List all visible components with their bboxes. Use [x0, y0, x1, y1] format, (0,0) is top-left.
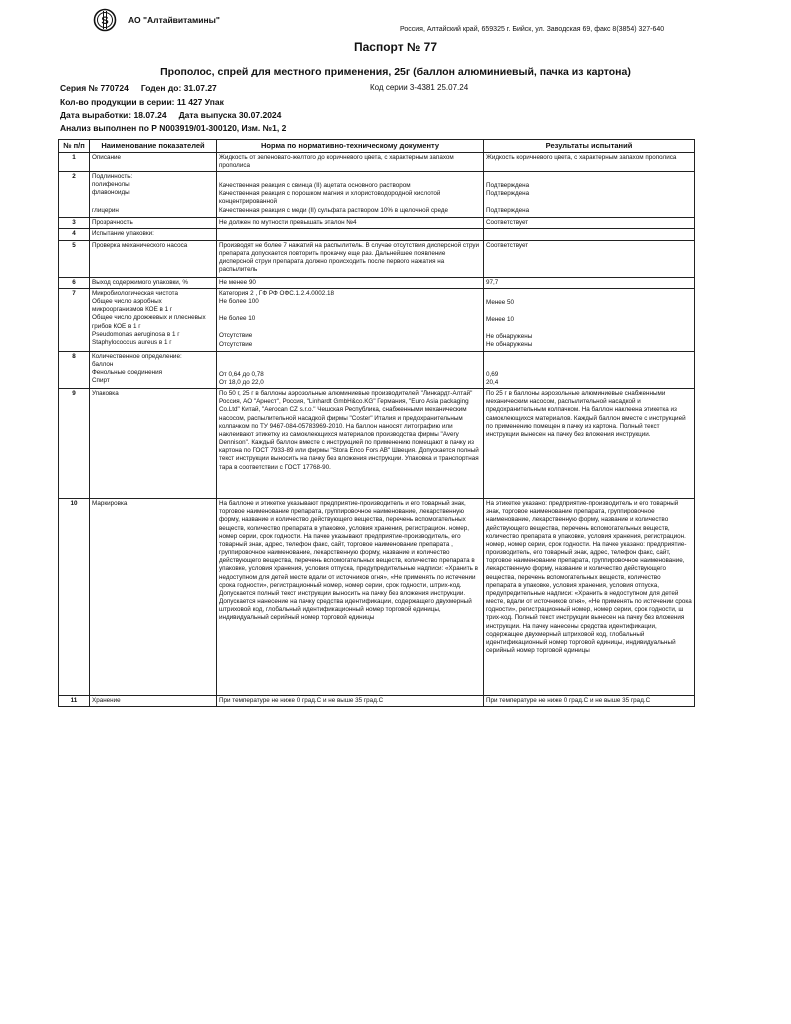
cell-line: Маркировка: [92, 499, 128, 507]
cell-line: [486, 362, 692, 371]
cell-line: Выход содержимого упаковки, %: [92, 278, 188, 286]
table-row: [59, 152, 695, 171]
page-title: Паспорт № 77: [354, 40, 437, 54]
valid-until: Годен до: 31.07.27: [140, 83, 217, 93]
row-number: 2: [59, 172, 90, 218]
cell-line: Качественная реакция с порошком магния и хлористоводородной кислотой концентрированной: [219, 190, 441, 206]
cell-line: Общее число аэробных микроорганизмов КОЕ в 1 г: [92, 298, 173, 314]
company-logo-icon: [93, 8, 117, 32]
cell-line: Хранение: [92, 696, 121, 704]
cell-line: По 25 г в баллоны аэрозольные алюминиевые снабженными механическим насосом, распылительной насадкой и предохранительным колпачком. На баллон наклеена этикетка из самоклеющихся материалов. Каждый баллон вместе с инструкцией по применению помещен в пачку из картона. Полный текст инструкции вынесен на пачку без вложения инструкции.: [486, 389, 686, 438]
cell-norm: [217, 152, 484, 171]
series-number: Серия № 770724: [60, 83, 129, 93]
cell-result: [484, 240, 695, 277]
cell-line: [486, 290, 692, 299]
cell-line: От 0,64 до 0,78: [219, 370, 264, 378]
cell-norm: [217, 388, 484, 498]
table-row: [59, 277, 695, 288]
cell-result: [484, 388, 695, 498]
table-row: [59, 217, 695, 228]
cell-line: глицерин: [92, 206, 119, 214]
header-num: № п/п: [59, 140, 90, 153]
table-row: [59, 172, 695, 218]
cell-line: [486, 173, 692, 182]
cell-line: Описание: [92, 153, 121, 161]
cell-name: [90, 277, 217, 288]
cell-line: [219, 323, 481, 332]
table-header-row: [59, 140, 695, 153]
row-number: 3: [59, 217, 90, 228]
cell-line: Подтверждена: [486, 190, 530, 198]
header-result: Результаты испытаний: [484, 140, 695, 153]
series-line: [60, 83, 217, 93]
cell-line: Отсутствие: [219, 332, 253, 340]
cell-line: Подтверждена: [486, 182, 530, 190]
cell-line: Подтверждена: [486, 207, 530, 215]
cell-line: На этикетке указано: предприятие-производитель и его товарный знак, торговое наименование препарата, группировочное наименование, лекарственную форму, название и количество действующего вещества, перечень вспомогательных веществ, количество препарата в упаковке, условия хранения, регистрацион. номер, номер серии, срок годности. На пачке указано: предприятие-производитель, его товарный знак, адрес, телефон факс, сайт, торговое наименование препарата, группировочное наименование, лекарственную форму, название и количество действующего вещества, перечень вспомогательных веществ, количество препарата в упаковке, условия хранения, условия отпуска, предупредительные надписи: «Хранить в недоступном для детей месте, вдали от источников огня», «Не применять по истечении срока годности», регистрационный номер, номер серии, срок годности, ш трих-код. Полный текст инструкции вынесен на пачку без вложения инструкции. На пачку нанесены средства идентификации, содержащее двухмерный штриховой код, глобальный идентификационный номер торговой единицы, индивидуальный серийный номер торговой единицы: [486, 499, 692, 655]
cell-line: Не обнаружены: [486, 333, 533, 341]
row-number: 1: [59, 152, 90, 171]
cell-name: [90, 172, 217, 218]
production-date: Дата выработки: 18.07.24: [60, 110, 167, 120]
header-norm: Норма по нормативно-техническому документу: [217, 140, 484, 153]
cell-line: Жидкость коричневого цвета, с характерным запахом прополиса: [486, 153, 677, 161]
cell-name: [90, 217, 217, 228]
cell-name: [90, 498, 217, 695]
cell-line: [219, 230, 481, 239]
cell-line: Соответствует: [486, 241, 529, 249]
series-code: Код серии 3-4381 25.07.24: [370, 83, 469, 92]
cell-name: [90, 152, 217, 171]
cell-line: При температуре не ниже 0 град.С и не выше 35 град.С: [486, 696, 651, 704]
cell-line: Качественная реакция с меди (II) сульфата раствором 10% в щелочной среде: [219, 206, 449, 214]
cell-result: [484, 277, 695, 288]
row-number: 6: [59, 277, 90, 288]
cell-line: 20,4: [486, 378, 499, 386]
cell-line: Соответствует: [486, 218, 529, 226]
cell-result: [484, 351, 695, 388]
cell-line: Менее 50: [486, 298, 515, 306]
cell-norm: [217, 695, 484, 706]
cell-line: Жидкость от зеленовато-желтого до коричневого цвета, с характерным запахом прополиса: [219, 153, 454, 169]
table-row: [59, 388, 695, 498]
cell-name: [90, 388, 217, 498]
cell-line: Менее 10: [486, 316, 515, 324]
row-number: 10: [59, 498, 90, 695]
cell-line: Категория 2 , ГФ РФ ОФС.1.2.4.0002.18: [219, 289, 335, 297]
product-name: Прополос, спрей для местного применения, 25г (баллон алюминиевый, пачка из картона): [160, 66, 631, 78]
table-row: [59, 351, 695, 388]
row-number: 9: [59, 388, 90, 498]
cell-line: Количественное определение:: [92, 352, 182, 360]
cell-line: Отсутствие: [219, 340, 253, 348]
company-address: Россия, Алтайский край, 659325 г. Бийск, ул. Заводская 69, факс 8(3854) 327-640: [400, 26, 665, 33]
cell-norm: [217, 498, 484, 695]
cell-line: Общее число дрожжевых и плесневых грибов КОЕ в 1 г: [92, 314, 206, 330]
cell-norm: [217, 228, 484, 240]
cell-line: Не должен по мутности превышать эталон №4: [219, 218, 357, 226]
row-number: 11: [59, 695, 90, 706]
row-number: 5: [59, 240, 90, 277]
cell-norm: [217, 217, 484, 228]
quantity: Кол-во продукции в серии: 11 427 Упак: [60, 97, 224, 107]
cell-line: [486, 230, 692, 239]
cell-line: баллон: [92, 360, 114, 368]
cell-line: [486, 307, 692, 316]
row-number: 7: [59, 288, 90, 351]
cell-norm: [217, 351, 484, 388]
table-row: [59, 695, 695, 706]
cell-line: На баллоне и этикетке указывают предприятие-производитель и его товарный знак, торговое наименование препарата, группировочное наименование, лекарственную форму, название и количество действующего вещества, перечень вспомогательных веществ, количество препарата в упаковке, условия хранения, регистрацион. номер, номер серии, срок годности. На пачке указывают предприятие-производитель, его товарный знак, адрес, телефон факс, сайт, торговое наименование препарата , группировочное наименование, лекарственную форму, название и количество действующего вещества, перечень вспомогательных веществ, количество препарата в упаковке, условия хранения, условия отпуска, предупредительные надписи: «Хранить в недоступном для детей месте вдали от источников огня», «Не применять по истечении срока годности», регистрационный номер, номер серии, срок годности, штрих-код. Допускается полный текст инструкции выносить на пачку без вложения инструкции. Допускается нанесение на пачку средства идентификации, содержащего двухмерный штриховой код, глобальный идентификационный номер торговой единицы, индивидуальный серийный номер торговой единицы: [219, 499, 478, 622]
cell-line: Не обнаружены: [486, 341, 533, 349]
cell-line: 0,69: [486, 370, 499, 378]
cell-line: Pseudomonas aeruginosa в 1 г: [92, 330, 180, 338]
cell-result: [484, 152, 695, 171]
cell-norm: [217, 288, 484, 351]
cell-name: [90, 288, 217, 351]
cell-line: Микробиологическая чистота: [92, 289, 178, 297]
cell-line: Качественная реакция с свинца (II) ацетата основного раствором: [219, 182, 411, 190]
release-date: Дата выпуска 30.07.2024: [178, 110, 282, 120]
cell-name: [90, 228, 217, 240]
cell-line: Испытание упаковки:: [92, 229, 154, 237]
table-row: [59, 228, 695, 240]
cell-result: [484, 228, 695, 240]
cell-line: [486, 324, 692, 333]
cell-norm: [217, 172, 484, 218]
table-row: [59, 288, 695, 351]
cell-result: [484, 288, 695, 351]
cell-line: [486, 353, 692, 362]
analysis-reference: Анализ выполнен по Р N003919/01-300120, Изм. №1, 2: [60, 123, 287, 133]
cell-line: полифенолы: [92, 181, 130, 189]
table-body: [59, 152, 695, 706]
cell-line: От 18,0 до 22,0: [219, 378, 264, 386]
table-row: [59, 498, 695, 695]
cell-line: Прозрачность: [92, 218, 133, 226]
cell-line: Не менее 90: [219, 278, 256, 286]
cell-line: По 50 г, 25 г в баллоны аэрозольные алюминиевые производителей "Линкардт-Алтай" Россия, АО "Арнест", Россия, "Linhardt GmbH&co.KG" Германия, "Euro Asia packaging Co.Ltd" Китай, "Aerocan CZ s.r.o." Чешская Республика, снабженными механическим насосом, распылительной насадкой фирмы "Coster" Италия и предохранительным колпачком по ТУ 9467-084-05783969-2010. На баллон наносят литографию или наклеивают этикетку из самоклеющихся материалов производства фирмы "Avery Dennison". Каждый баллон вместе с инструкцией по применению помещают в пачку из картона по ГОСТ 7933-89 или фирмы "Stora Enco Fors AB" Швеция. Допускается полный текст инструкции выносить на пачку без вложения инструкции. Упаковка и транспортная тара в соответствии с ГОСТ 17768-90.: [219, 389, 479, 471]
cell-line: [219, 173, 481, 182]
cell-norm: [217, 277, 484, 288]
cell-result: [484, 498, 695, 695]
cell-line: Упаковка: [92, 389, 119, 397]
passport-table: [58, 139, 695, 707]
cell-result: [484, 172, 695, 218]
svg-text:S: S: [101, 15, 109, 27]
dates-line: [60, 110, 281, 120]
cell-line: [486, 198, 692, 207]
cell-norm: [217, 240, 484, 277]
company-name: АО "Алтайвитамины": [128, 15, 220, 25]
cell-line: Фенольные соединения: [92, 368, 163, 376]
cell-line: 97,7: [486, 278, 499, 286]
cell-line: [219, 362, 481, 371]
cell-line: Спирт: [92, 377, 110, 385]
cell-line: [219, 353, 481, 362]
row-number: 8: [59, 351, 90, 388]
cell-line: [219, 306, 481, 315]
cell-result: [484, 217, 695, 228]
table-row: [59, 240, 695, 277]
header-name: Наименование показателей: [90, 140, 217, 153]
cell-name: [90, 351, 217, 388]
cell-line: флавоноиды: [92, 189, 130, 197]
cell-line: Производят не более 7 нажатий на распылитель. В случае отсутствия дисперсной струи препарата допускается повторить прокачку еще раз. Дальнейшее появление дисперсной струи препарата должно происходить после первого нажатия на распылитель: [219, 241, 480, 274]
row-number: 4: [59, 228, 90, 240]
cell-line: Не более 100: [219, 298, 259, 306]
cell-result: [484, 695, 695, 706]
cell-line: Не более 10: [219, 315, 256, 323]
cell-line: При температуре не ниже 0 град.С и не выше 35 град.С: [219, 696, 384, 704]
cell-name: [90, 240, 217, 277]
cell-line: Подлинность:: [92, 173, 133, 181]
cell-line: [92, 198, 214, 207]
cell-line: Проверка механического насоса: [92, 241, 188, 249]
cell-name: [90, 695, 217, 706]
cell-line: Staphylococcus aureus в 1 г: [92, 338, 172, 346]
